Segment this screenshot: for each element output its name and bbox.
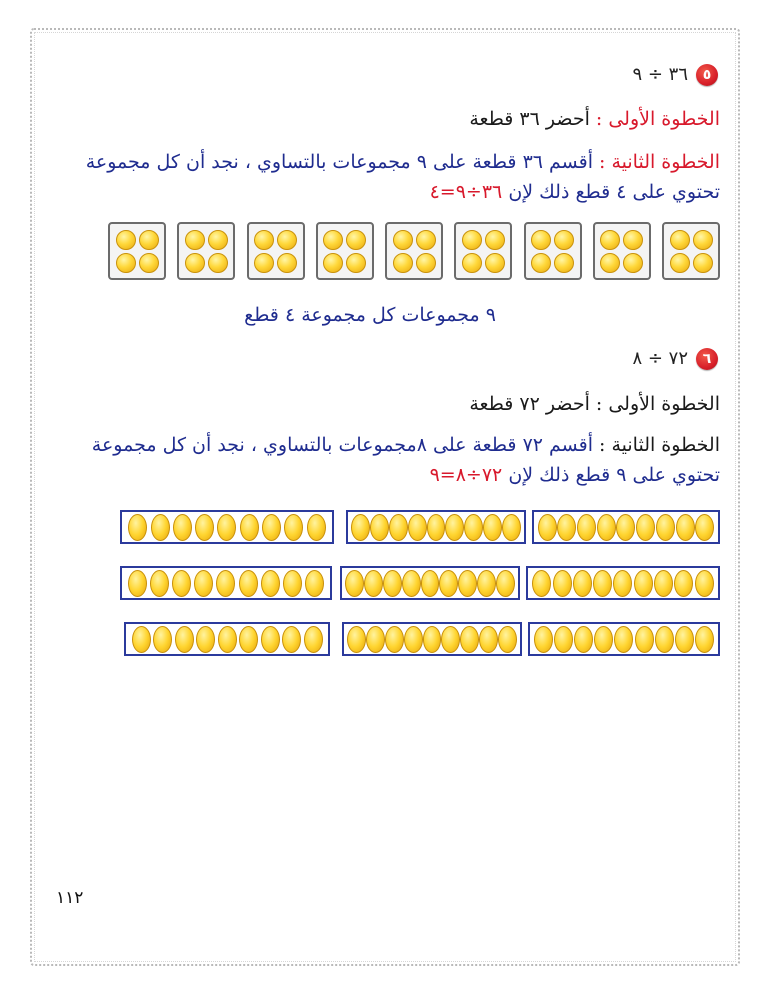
group-box — [524, 222, 582, 280]
piece-oval — [502, 514, 521, 541]
piece-oval — [195, 514, 214, 541]
piece-oval — [389, 514, 408, 541]
piece-ball — [277, 230, 297, 250]
group-box — [177, 222, 235, 280]
piece-oval — [385, 626, 404, 653]
piece-ball — [485, 230, 505, 250]
piece-ball — [323, 253, 343, 273]
piece-oval — [383, 570, 402, 597]
piece-oval — [366, 626, 385, 653]
piece-oval — [151, 514, 170, 541]
step-2-cont-text: تحتوي على ٩ قطع ذلك لإن — [508, 464, 720, 486]
piece-oval — [261, 626, 280, 653]
piece-oval — [674, 570, 693, 597]
piece-ball — [485, 253, 505, 273]
group-bar — [120, 510, 334, 544]
piece-ball — [393, 253, 413, 273]
piece-ball — [416, 230, 436, 250]
piece-oval — [128, 514, 147, 541]
piece-oval — [458, 570, 477, 597]
piece-oval — [283, 570, 302, 597]
group-bar — [528, 622, 720, 656]
step-2-cont-text: تحتوي على ٤ قطع ذلك لإن — [508, 181, 720, 203]
problem-5-step-2-cont — [430, 180, 720, 204]
piece-ball — [531, 230, 551, 250]
piece-oval — [573, 570, 592, 597]
piece-ball — [208, 230, 228, 250]
step-2-label: الخطوة الثانية : — [599, 151, 720, 173]
piece-oval — [614, 626, 633, 653]
piece-oval — [477, 570, 496, 597]
piece-ball — [554, 230, 574, 250]
group-box — [316, 222, 374, 280]
piece-oval — [695, 626, 714, 653]
piece-ball — [462, 230, 482, 250]
piece-ball — [600, 230, 620, 250]
piece-oval — [616, 514, 635, 541]
step-1-text: أحضر ٣٦ قطعة — [469, 108, 590, 130]
piece-oval — [345, 570, 364, 597]
piece-oval — [676, 514, 695, 541]
piece-oval — [262, 514, 281, 541]
piece-oval — [402, 570, 421, 597]
piece-ball — [116, 230, 136, 250]
piece-oval — [636, 514, 655, 541]
piece-oval — [132, 626, 151, 653]
piece-oval — [408, 514, 427, 541]
problem-5-caption: ٩ مجموعات كل مجموعة ٤ قطع — [244, 304, 496, 326]
piece-oval — [194, 570, 213, 597]
piece-oval — [656, 514, 675, 541]
group-bar — [532, 510, 720, 544]
piece-oval — [534, 626, 553, 653]
problem-6-row-1 — [120, 510, 720, 546]
problem-5-badge: ٥ — [696, 64, 718, 86]
step-2-text: أقسم ٧٢ قطعة على ٨مجموعات بالتساوي ، نجد أن كل مجموعة — [91, 434, 593, 456]
piece-oval — [695, 570, 714, 597]
problem-6-expression: ٧٢ ÷ ٨ — [632, 348, 688, 369]
problem-5-step-1 — [469, 107, 720, 131]
piece-oval — [216, 570, 235, 597]
piece-ball — [185, 230, 205, 250]
step-1-label: الخطوة الأولى : — [595, 393, 720, 415]
piece-oval — [594, 626, 613, 653]
piece-oval — [240, 514, 259, 541]
group-bar — [346, 510, 526, 544]
piece-oval — [464, 514, 483, 541]
piece-oval — [128, 570, 147, 597]
piece-ball — [693, 253, 713, 273]
piece-oval — [496, 570, 515, 597]
group-bar — [340, 566, 520, 600]
piece-oval — [304, 626, 323, 653]
piece-oval — [498, 626, 517, 653]
problem-5-step-2 — [86, 150, 720, 174]
piece-ball — [670, 253, 690, 273]
piece-oval — [695, 514, 714, 541]
piece-ball — [208, 253, 228, 273]
group-box — [247, 222, 305, 280]
piece-ball — [416, 253, 436, 273]
problem-6-step-2 — [92, 433, 720, 457]
piece-oval — [175, 626, 194, 653]
piece-ball — [254, 253, 274, 273]
group-box — [385, 222, 443, 280]
piece-oval — [239, 570, 258, 597]
piece-oval — [439, 570, 458, 597]
piece-oval — [404, 626, 423, 653]
piece-ball — [116, 253, 136, 273]
problem-5-equation: ٣٦÷٩=٤ — [429, 181, 503, 203]
piece-oval — [217, 514, 236, 541]
piece-oval — [370, 514, 389, 541]
problem-6-equation: ٧٢÷٨=٩ — [429, 464, 503, 486]
piece-ball — [554, 253, 574, 273]
piece-oval — [305, 570, 324, 597]
step-1-label: الخطوة الأولى : — [595, 108, 720, 130]
piece-oval — [554, 626, 573, 653]
problem-6-step-2-cont — [430, 463, 720, 487]
piece-oval — [577, 514, 596, 541]
piece-ball — [670, 230, 690, 250]
piece-ball — [693, 230, 713, 250]
piece-oval — [634, 570, 653, 597]
piece-oval — [218, 626, 237, 653]
group-bar — [342, 622, 522, 656]
piece-oval — [613, 570, 632, 597]
piece-oval — [532, 570, 551, 597]
problem-5-expression: ٣٦ ÷ ٩ — [632, 64, 688, 85]
step-2-label: الخطوة الثانية : — [599, 434, 720, 456]
piece-oval — [557, 514, 576, 541]
piece-oval — [553, 570, 572, 597]
piece-oval — [597, 514, 616, 541]
group-bar — [124, 622, 330, 656]
piece-oval — [460, 626, 479, 653]
piece-oval — [282, 626, 301, 653]
problem-6-badge: ٦ — [696, 348, 718, 370]
piece-oval — [347, 626, 366, 653]
piece-oval — [675, 626, 694, 653]
piece-oval — [307, 514, 326, 541]
piece-oval — [364, 570, 383, 597]
piece-oval — [284, 514, 303, 541]
group-bar — [526, 566, 720, 600]
piece-oval — [479, 626, 498, 653]
piece-oval — [635, 626, 654, 653]
piece-oval — [574, 626, 593, 653]
piece-ball — [346, 230, 366, 250]
piece-oval — [538, 514, 557, 541]
group-box — [454, 222, 512, 280]
piece-ball — [277, 253, 297, 273]
piece-oval — [351, 514, 370, 541]
problem-6-row-2 — [120, 566, 720, 602]
piece-oval — [441, 626, 460, 653]
piece-oval — [423, 626, 442, 653]
piece-oval — [239, 626, 258, 653]
problem-6-row-3 — [120, 622, 720, 658]
problem-5-groups — [108, 222, 720, 280]
piece-oval — [261, 570, 280, 597]
group-bar — [120, 566, 332, 600]
group-box — [593, 222, 651, 280]
piece-ball — [185, 253, 205, 273]
piece-ball — [462, 253, 482, 273]
piece-oval — [593, 570, 612, 597]
piece-oval — [173, 514, 192, 541]
piece-ball — [139, 253, 159, 273]
piece-ball — [623, 230, 643, 250]
piece-oval — [445, 514, 464, 541]
piece-oval — [153, 626, 172, 653]
piece-oval — [172, 570, 191, 597]
piece-ball — [623, 253, 643, 273]
piece-oval — [483, 514, 502, 541]
step-1-text: أحضر ٧٢ قطعة — [469, 393, 590, 415]
piece-ball — [323, 230, 343, 250]
group-box — [662, 222, 720, 280]
piece-ball — [254, 230, 274, 250]
piece-ball — [531, 253, 551, 273]
piece-oval — [150, 570, 169, 597]
piece-oval — [655, 626, 674, 653]
piece-ball — [346, 253, 366, 273]
piece-oval — [421, 570, 440, 597]
piece-ball — [139, 230, 159, 250]
piece-ball — [600, 253, 620, 273]
piece-oval — [654, 570, 673, 597]
page-number: ١١٢ — [56, 888, 84, 908]
group-box — [108, 222, 166, 280]
piece-oval — [427, 514, 446, 541]
problem-6-step-1 — [469, 392, 720, 416]
piece-ball — [393, 230, 413, 250]
piece-oval — [196, 626, 215, 653]
step-2-text: أقسم ٣٦ قطعة على ٩ مجموعات بالتساوي ، نجد أن كل مجموعة — [85, 151, 593, 173]
